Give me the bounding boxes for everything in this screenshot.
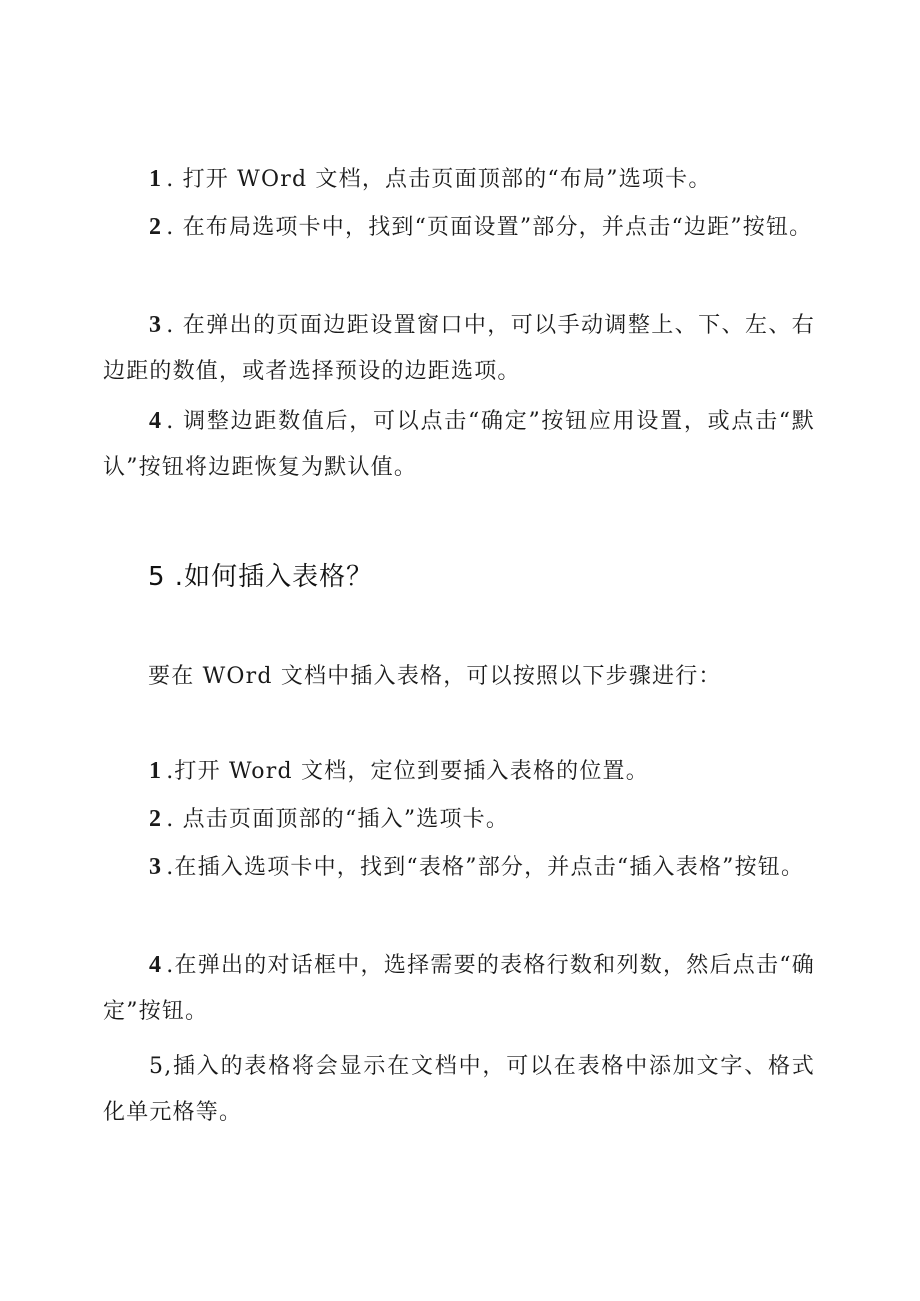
step-text: . 打开 WOrd 文档，点击页面顶部的“布局”选项卡。 (166, 167, 712, 192)
intro-paragraph: 要在 WOrd 文档中插入表格，可以按照以下步骤进行： (148, 664, 722, 689)
step-paragraph (103, 398, 815, 491)
step-number: 4 (149, 408, 163, 434)
step-text: . 点击页面顶部的“插入”选项卡。 (166, 807, 510, 832)
step-paragraph (103, 844, 815, 891)
step-paragraph (103, 796, 815, 843)
section-heading: 5 .如何插入表格？ (148, 562, 374, 592)
step-text: . 在布局选项卡中，找到“页面设置”部分，并点击“边距”按钮。 (166, 215, 813, 240)
step-number: 2 (149, 806, 163, 832)
step-number: 4 (149, 952, 163, 978)
step-number: 1 (149, 758, 163, 784)
step-paragraph (103, 302, 815, 395)
step-paragraph-last: 5,插入的表格将会显示在文档中，可以在表格中添加文字、格式化单元格等。 (103, 1054, 815, 1125)
step-paragraph (103, 204, 815, 251)
step-text: .在插入选项卡中，找到“表格”部分，并点击“插入表格”按钮。 (166, 855, 805, 880)
step-text: .打开 Word 文档，定位到要插入表格的位置。 (166, 759, 649, 784)
step-text: . 调整边距数值后，可以点击“确定”按钮应用设置，或点击“默认”按钮将边距恢复为默认值。 (103, 409, 815, 480)
step-number: 1 (149, 166, 163, 192)
step-paragraph (103, 156, 815, 203)
step-paragraph (103, 942, 815, 1035)
step-paragraph (103, 748, 815, 795)
step-number: 2 (149, 214, 163, 240)
step-number: 3 (149, 312, 163, 338)
step-text: . 在弹出的页面边距设置窗口中，可以手动调整上、下、左、右边距的数值，或者选择预设的边距选项。 (103, 313, 815, 384)
step-text: .在弹出的对话框中，选择需要的表格行数和列数，然后点击“确定”按钮。 (103, 953, 815, 1024)
step-number: 3 (149, 854, 163, 880)
